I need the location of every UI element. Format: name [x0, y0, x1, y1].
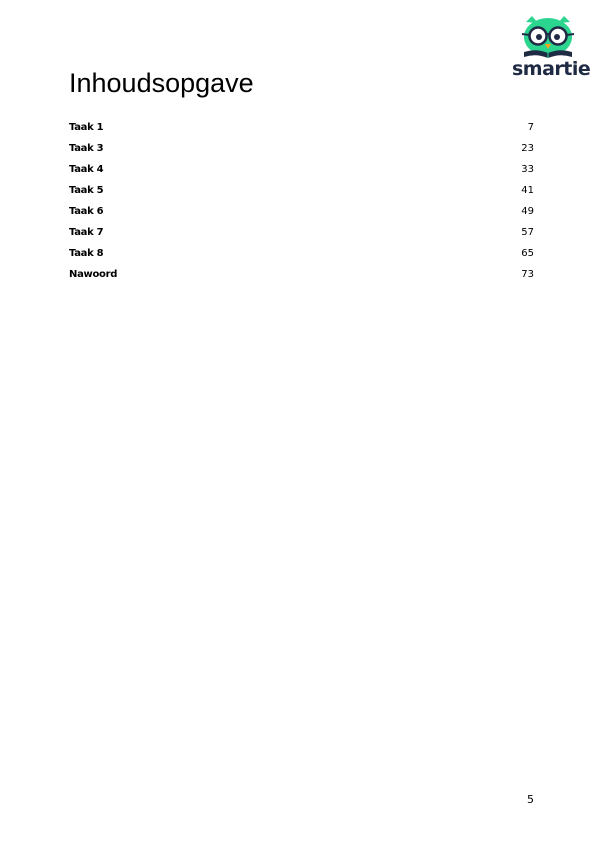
table-of-contents [69, 117, 534, 285]
toc-entry-page: 7 [527, 122, 534, 133]
toc-entry-label: Taak 6 [69, 206, 104, 217]
toc-entry-taak-7[interactable] [69, 222, 534, 243]
logo-wordmark: smartie [512, 58, 591, 80]
toc-entry-label: Taak 5 [69, 185, 104, 196]
toc-entry-page: 41 [521, 185, 534, 196]
page-number: 5 [527, 793, 534, 806]
toc-entry-page: 57 [521, 227, 534, 238]
toc-entry-page: 23 [521, 143, 534, 154]
toc-entry-taak-4[interactable] [69, 159, 534, 180]
toc-entry-taak-1[interactable] [69, 117, 534, 138]
toc-entry-taak-8[interactable] [69, 243, 534, 264]
toc-entry-label: Taak 3 [69, 143, 104, 154]
toc-entry-taak-3[interactable] [69, 138, 534, 159]
toc-entry-label: Taak 7 [69, 227, 104, 238]
toc-entry-label: Taak 4 [69, 164, 104, 175]
toc-entry-label: Taak 8 [69, 248, 104, 259]
toc-entry-taak-6[interactable] [69, 201, 534, 222]
page-title: Inhoudsopgave [69, 68, 254, 98]
owl-reading-book-icon [512, 14, 584, 60]
toc-entry-label: Taak 1 [69, 122, 104, 133]
toc-entry-label: Nawoord [69, 269, 118, 280]
smartie-logo [512, 14, 591, 80]
toc-entry-page: 73 [521, 269, 534, 280]
toc-entry-taak-5[interactable] [69, 180, 534, 201]
toc-entry-page: 49 [521, 206, 534, 217]
toc-entry-page: 65 [521, 248, 534, 259]
toc-entry-page: 33 [521, 164, 534, 175]
toc-entry-nawoord[interactable] [69, 264, 534, 285]
